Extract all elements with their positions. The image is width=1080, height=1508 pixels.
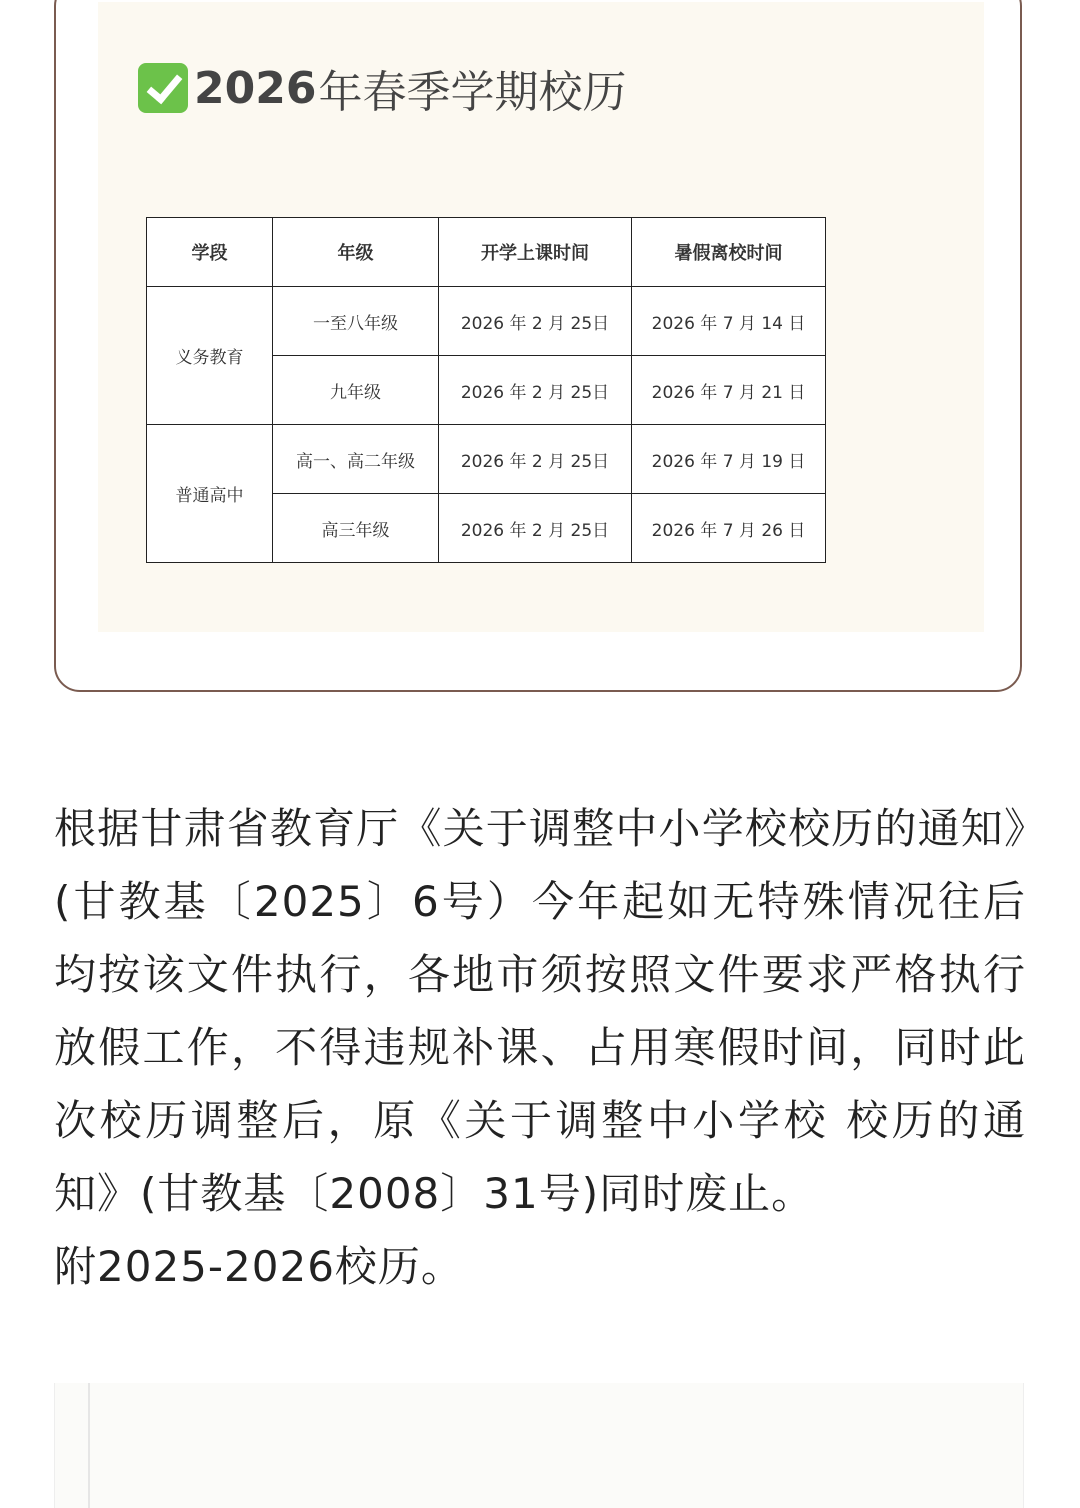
header-stage: 学段 xyxy=(147,218,273,287)
grade-cell: 高一、高二年级 xyxy=(273,425,439,494)
start-date-cell: 2026 年 2 月 25日 xyxy=(439,287,632,356)
grade-cell: 九年级 xyxy=(273,356,439,425)
title-text: 年春季学期校历 xyxy=(318,67,627,118)
calendar-card xyxy=(54,0,1022,692)
leave-date-cell: 2026 年 7 月 26 日 xyxy=(632,494,826,563)
start-date-cell: 2026 年 2 月 25日 xyxy=(439,494,632,563)
title-year: 2026 xyxy=(194,62,317,114)
calendar-title xyxy=(138,58,626,118)
preview-divider xyxy=(88,1383,90,1508)
body-paragraph: 根据甘肃省教育厅《关于调整中小学校校历的通知》(甘教基〔2025〕6号）今年起如无特殊情况往后均按该文件执行，各地市须按照文件要求严格执行放假工作，不得违规补课、占用寒假时间，同时此次校历调整后，原《关于调整中小学校 校历的通知》(甘教基〔2008〕31号)同时废止。 xyxy=(54,804,1026,1218)
table-header-row xyxy=(147,218,826,287)
table-row xyxy=(147,287,826,356)
header-leave-date: 暑假离校时间 xyxy=(632,218,826,287)
leave-date-cell: 2026 年 7 月 14 日 xyxy=(632,287,826,356)
stage-cell: 义务教育 xyxy=(147,287,273,425)
start-date-cell: 2026 年 2 月 25日 xyxy=(439,356,632,425)
leave-date-cell: 2026 年 7 月 19 日 xyxy=(632,425,826,494)
grade-cell: 高三年级 xyxy=(273,494,439,563)
grade-cell: 一至八年级 xyxy=(273,287,439,356)
header-grade: 年级 xyxy=(273,218,439,287)
attachment-image-preview[interactable] xyxy=(54,1383,1024,1508)
leave-date-cell: 2026 年 7 月 21 日 xyxy=(632,356,826,425)
check-mark-icon xyxy=(138,63,188,113)
stage-cell: 普通高中 xyxy=(147,425,273,563)
start-date-cell: 2026 年 2 月 25日 xyxy=(439,425,632,494)
article-body xyxy=(54,792,1026,1303)
table-row xyxy=(147,425,826,494)
calendar-image xyxy=(98,2,984,632)
attachment-note: 附2025-2026校历。 xyxy=(54,1242,464,1291)
header-start-date: 开学上课时间 xyxy=(439,218,632,287)
calendar-table xyxy=(146,217,826,563)
